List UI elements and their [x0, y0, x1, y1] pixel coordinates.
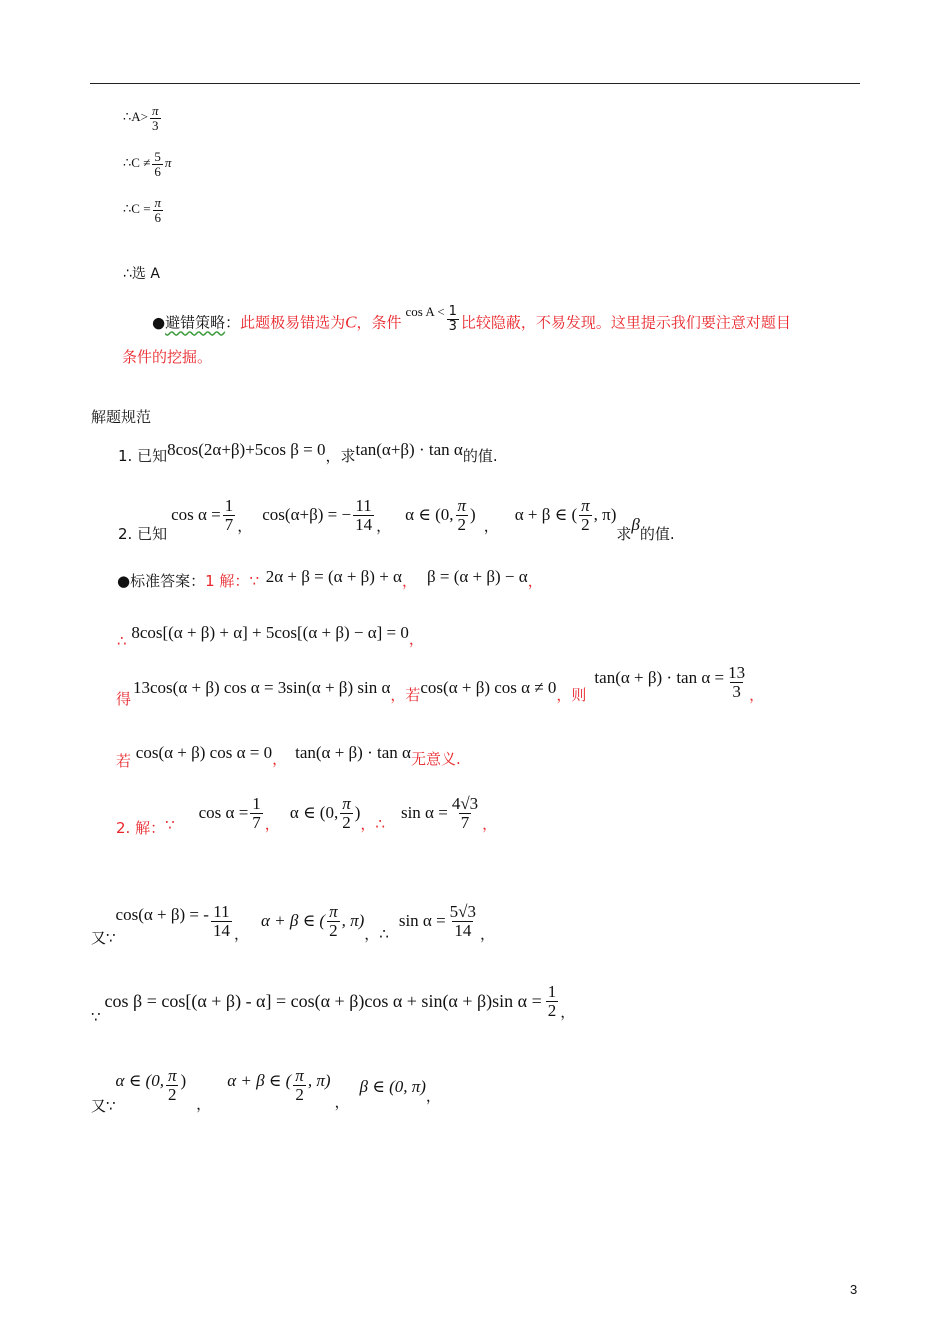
step2-end: ， [480, 924, 496, 943]
s2-cos-alpha: cos α = [198, 803, 249, 823]
step4-end: ， [425, 1086, 441, 1105]
answer-end: ， [527, 572, 543, 590]
question-2 [118, 496, 675, 543]
q1-end: 的值. [462, 447, 498, 465]
five-sixths-fraction [152, 150, 163, 178]
q2-sep-1: ， [237, 516, 253, 535]
q1-label: 1. 已知 [118, 447, 168, 465]
step2-sep: ， [233, 924, 249, 943]
fraction-den: 2 [167, 1084, 177, 1104]
pi-over-6-fraction [153, 196, 164, 224]
q2-pi-over-2-b [579, 497, 592, 534]
answer-line-3 [116, 663, 765, 708]
q2-paren: ) [470, 505, 476, 525]
step4-sep: ， [334, 1092, 350, 1111]
fraction-den: 7 [460, 812, 470, 832]
fraction-den: 3 [448, 318, 457, 334]
q2-beta: β [631, 515, 640, 535]
therefore-symbol: ，∴ [360, 814, 385, 833]
cos-a-condition: cos A < [405, 303, 445, 319]
thirteen-thirds [726, 664, 747, 701]
ruo-label: ，若 [390, 685, 421, 704]
de-label: 得 [116, 689, 132, 708]
pi-over-3-fraction [150, 104, 161, 132]
fraction-den: 2 [547, 1000, 557, 1020]
s2-alpha-range: α ∈ (0, [289, 803, 339, 823]
page-number: 3 [850, 1282, 858, 1297]
select-a-line: ∴选 A [123, 266, 160, 282]
answer-end: ， [749, 685, 765, 704]
fraction-num: 1 [224, 496, 234, 515]
step-4-line [91, 1066, 441, 1115]
step2-eleven-fourteenths [211, 903, 232, 940]
therefore-symbol: ∴ [117, 632, 127, 650]
step4-paren: ) [180, 1071, 187, 1091]
five-root3-fourteenths [448, 903, 478, 940]
pi-suffix: π [164, 155, 172, 171]
bullet-icon: ● [117, 572, 131, 590]
fraction-den: 3 [732, 681, 741, 701]
therefore-a-prefix: ∴A> [123, 109, 148, 125]
step2-pi-over-2 [327, 903, 340, 940]
step3-end: ， [560, 1002, 576, 1021]
s2-paren: ) [354, 803, 361, 823]
fraction-num: 1 [252, 794, 261, 813]
therefore-c-eq-line [123, 196, 165, 224]
one-third-fraction [447, 305, 459, 333]
answer-colon: ： [190, 572, 206, 590]
q2-end: 的值. [639, 524, 675, 543]
fraction-den: 6 [154, 163, 161, 179]
q2-cos-alpha-beta: cos(α+β) = − [262, 505, 352, 525]
section-title: 解题规范 [91, 408, 152, 426]
therefore-c-prefix: ∴C ≠ [123, 155, 151, 171]
q2-alpha-beta-range: α + β ∈ ( [514, 505, 578, 525]
error-text-2: ，条件 [356, 313, 402, 332]
step4-pi-paren: , π) [307, 1071, 331, 1091]
fraction-den: 3 [152, 117, 159, 133]
fraction-num: 4√3 [451, 794, 479, 813]
step2-cos: cos(α + β) = - [115, 905, 209, 925]
answer-sep: ， [272, 750, 288, 768]
answer-line-1 [117, 567, 543, 591]
q2-pi-paren: , π) [593, 505, 617, 525]
fraction-den: 2 [342, 812, 351, 832]
solution-2-label: 2. 解： [116, 818, 166, 837]
fraction-den: 14 [212, 920, 230, 940]
answer-eq-2: β = (α + β) − α [426, 567, 528, 586]
therefore-c-eq-prefix: ∴C = [123, 201, 151, 217]
therefore-c-ne-line [123, 150, 171, 178]
q2-one-seventh [223, 497, 236, 534]
step-3-line [91, 982, 576, 1027]
fraction-num: 5 [154, 149, 161, 164]
header-rule [90, 83, 860, 84]
fraction-den: 2 [457, 514, 467, 534]
solution-1-label: 1 解： [205, 572, 250, 590]
ruo-label: 若 [116, 752, 132, 770]
step2-sin: sin α = [398, 911, 446, 931]
answer-cond-zero: cos(α + β) cos α = 0 [135, 743, 273, 762]
answer-tan-expr: tan(α + β) · tan α [295, 743, 411, 762]
fraction-num: π [167, 1066, 177, 1085]
fraction-den: 2 [295, 1084, 304, 1104]
one-half-fraction [546, 983, 559, 1020]
s2-pi-over-2 [340, 795, 353, 832]
step-2-line [91, 902, 496, 947]
answer-eq-4: 13cos(α + β) cos α = 3sin(α + β) sin α [133, 678, 391, 698]
fraction-num: π [295, 1066, 304, 1085]
fraction-num: 11 [355, 496, 372, 515]
four-root3-sevenths [450, 795, 480, 832]
answer-end: ， [482, 814, 498, 833]
error-text-1: 此题极易错选为 [240, 313, 346, 332]
answer-eq-1: 2α + β = (α + β) + α [265, 567, 402, 586]
fraction-den: 7 [224, 514, 234, 534]
fraction-den: 14 [454, 920, 472, 940]
error-strategy-label: 避错策略 [165, 313, 226, 332]
because-symbol: ∵ [165, 816, 175, 835]
answer-sep: ， [401, 572, 417, 590]
q2-sep-2: ， [376, 516, 392, 535]
q2-pi-over-2 [456, 497, 469, 534]
fraction-den: 6 [154, 209, 162, 225]
q2-eleven-fourteenths [353, 497, 374, 534]
ze-label: ，则 [556, 685, 587, 704]
q1-mid: ，求 [325, 447, 356, 465]
label-colon: ： [225, 313, 241, 332]
q2-alpha-range: α ∈ (0, [405, 505, 454, 525]
cos-beta-derivation: cos β = cos[(α + β) - α] = cos(α + β)cos α + sin(α + β)sin α = [104, 990, 542, 1011]
option-letter: C [345, 312, 357, 332]
s2-sin-alpha: sin α = [400, 803, 448, 823]
error-strategy-line [152, 303, 791, 337]
answer-line-2 [117, 622, 424, 650]
error-text-3: 比较隐蔽，不易发现。这里提示我们要注意对题目 [460, 313, 791, 332]
because-symbol: ∵ [91, 1008, 101, 1027]
q2-sep-3: ， [483, 516, 499, 535]
fraction-den: 2 [581, 514, 590, 534]
bullet-icon: ● [152, 313, 166, 332]
answer-result: tan(α + β) · tan α = [594, 668, 725, 688]
step4-alpha-beta-range: α + β ∈ ( [227, 1071, 292, 1091]
fraction-num: π [457, 496, 467, 515]
fraction-den: 2 [329, 920, 338, 940]
fraction-num: 1 [547, 982, 557, 1001]
question-1 [118, 440, 498, 466]
step4-pi-over-2 [166, 1067, 179, 1104]
q1-expression: tan(α+β) · tan α [355, 440, 463, 459]
fraction-num: π [329, 902, 338, 921]
beta-range: β ∈ (0, π) [359, 1077, 426, 1097]
q2-label: 2. 已知 [118, 524, 168, 543]
fraction-num: 1 [448, 304, 457, 319]
you-because: 又∵ [91, 1096, 116, 1115]
fraction-den: 14 [355, 514, 373, 534]
step4-sep: ， [196, 1094, 212, 1113]
step2-therefore: ，∴ [364, 924, 389, 943]
fraction-num: 5√3 [449, 902, 477, 921]
fraction-num: 11 [213, 902, 230, 921]
answer-label: 标准答案 [130, 572, 191, 590]
q2-ask: 求 [616, 524, 632, 543]
fraction-num: π [342, 794, 351, 813]
solution-2-line [116, 794, 498, 837]
fraction-den: 7 [252, 812, 261, 832]
step2-pi-paren: , π) [341, 911, 365, 931]
meaningless-text: 无意义. [410, 750, 461, 768]
therefore-a-line [123, 104, 163, 132]
q1-equation: 8cos(2α+β)+5cos β = 0 [167, 440, 326, 459]
because-symbol: ∵ [249, 572, 259, 590]
answer-cond: cos(α + β) cos α ≠ 0 [420, 678, 557, 698]
answer-sep: ， [264, 814, 280, 833]
step4-alpha-range: α ∈ (0, [115, 1071, 164, 1091]
s2-one-seventh [250, 795, 263, 832]
step2-range: α + β ∈ ( [260, 911, 326, 931]
answer-line-4 [116, 742, 461, 770]
fraction-num: π [154, 195, 162, 210]
q2-cos-alpha: cos α = [171, 505, 221, 525]
error-text-4: 条件的挖掘。 [122, 348, 213, 366]
fraction-num: 13 [728, 663, 746, 682]
you-because: 又∵ [91, 928, 116, 947]
answer-end: ， [408, 630, 424, 648]
answer-eq-3: 8cos[(α + β) + α] + 5cos[(α + β) − α] = 0 [131, 623, 409, 642]
fraction-num: π [152, 103, 159, 118]
fraction-num: π [581, 496, 590, 515]
step4-pi-over-2-b [293, 1067, 306, 1104]
